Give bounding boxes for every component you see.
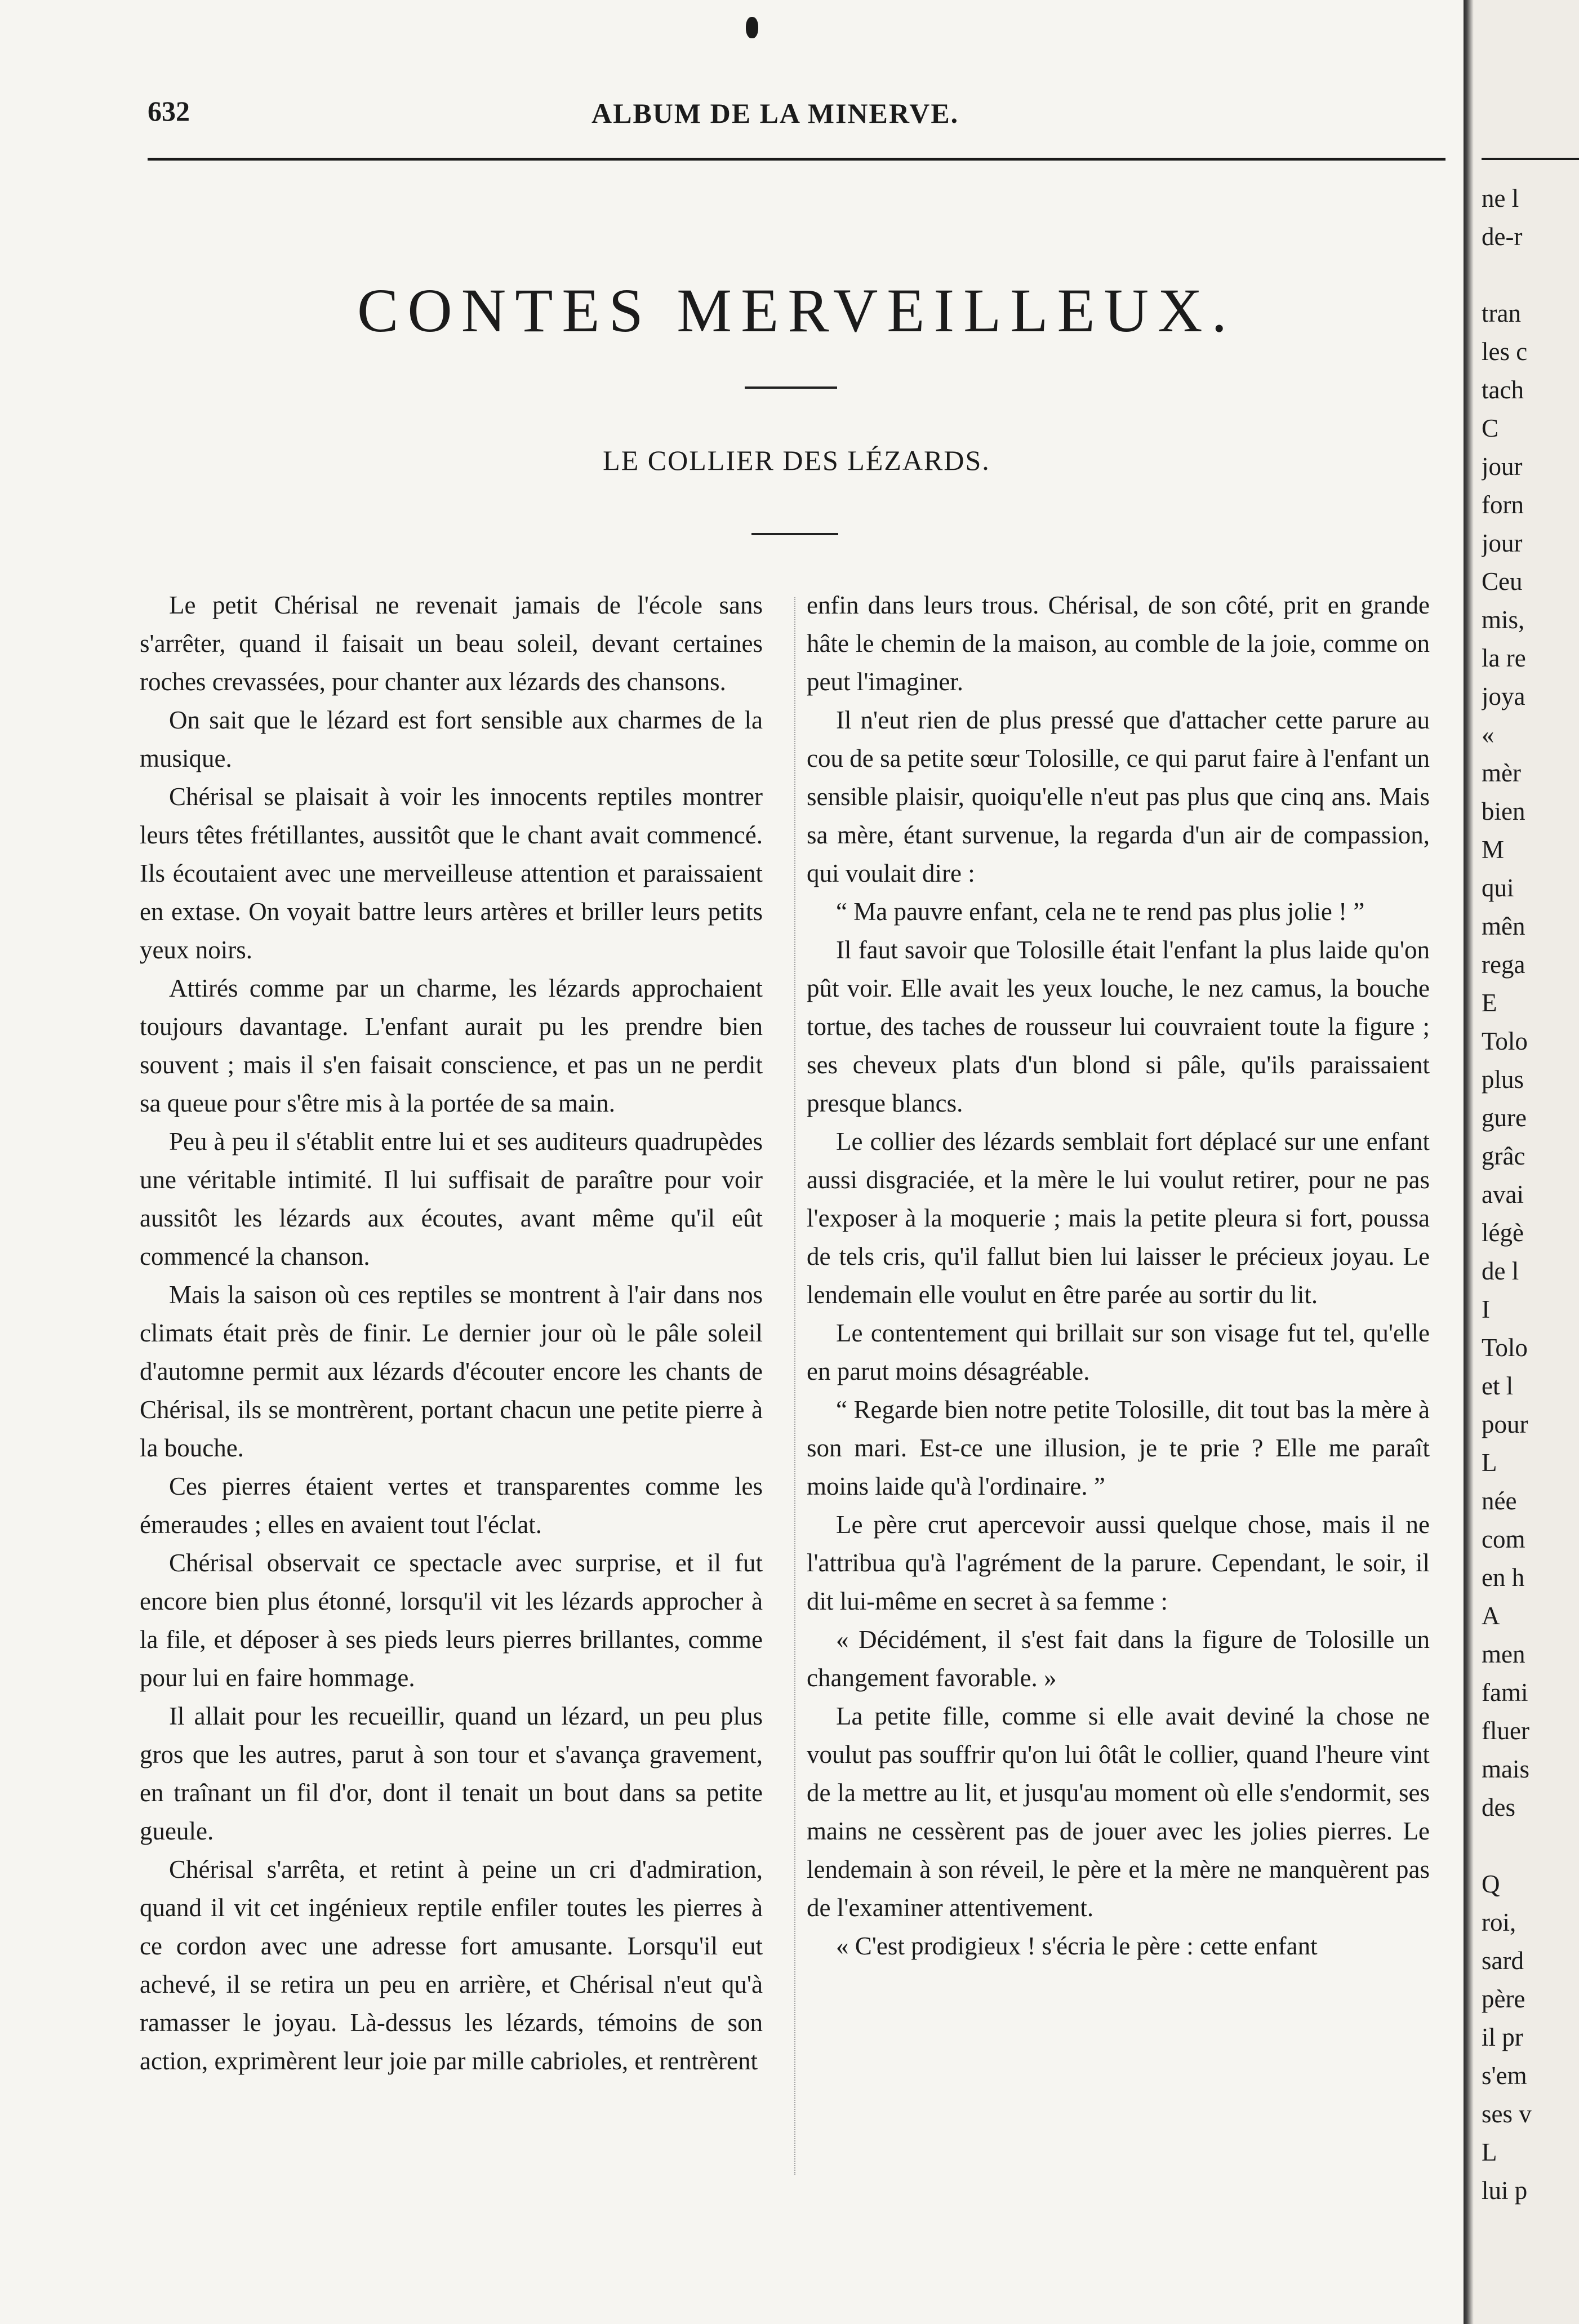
adjacent-page-fragment: mèr	[1482, 759, 1521, 787]
title-divider	[745, 386, 837, 389]
adjacent-page-fragment: il pr	[1482, 2023, 1523, 2051]
paragraph: Peu à peu il s'établit entre lui et ses auditeurs quadrupèdes une véritable intimité. Il lui suffisait de paraître pour voir aussitôt les lézards aux écoutes, avant même qu'il eût commencé la chanson.	[140, 1127, 763, 1270]
subtitle-divider	[751, 533, 838, 535]
adjacent-page-fragment: I	[1482, 1295, 1490, 1323]
adjacent-page-fragment: rega	[1482, 950, 1525, 979]
adjacent-page-text	[1482, 179, 1579, 2210]
adjacent-page-fragment: Q	[1482, 1870, 1500, 1898]
paragraph: Ces pierres étaient vertes et transparentes comme les émeraudes ; elles en avaient tout l'éclat.	[140, 1472, 763, 1539]
adjacent-page-fragment: fluer	[1482, 1717, 1529, 1745]
paragraph: Le petit Chérisal ne revenait jamais de l'école sans s'arrêter, quand il faisait un beau soleil, devant certaines roches crevassées, pour chanter aux lézards des chansons.	[140, 591, 763, 696]
left-column	[140, 586, 763, 2080]
adjacent-page-fragment: A	[1482, 1602, 1500, 1630]
adjacent-page-fragment: plus	[1482, 1065, 1524, 1094]
ink-mark	[746, 17, 758, 38]
adjacent-page-fragment: men	[1482, 1640, 1525, 1668]
adjacent-page-fragment: pour	[1482, 1410, 1528, 1438]
paragraph-continued: enfin dans leurs trous. Chérisal, de son côté, prit en grande hâte le chemin de la maison, au comble de la joie, comme on peut l'imaginer.	[807, 591, 1430, 696]
paragraph: Le père crut apercevoir aussi quelque chose, mais il ne l'attribua qu'à l'agrément de la parure. Cependant, le soir, il dit lui-même en secret à sa femme :	[807, 1510, 1430, 1615]
adjacent-page-fragment: forn	[1482, 491, 1524, 519]
paragraph: Chérisal s'arrêta, et retint à peine un cri d'admiration, quand il vit cet ingénieux reptile enfiler toutes les pierres à ce cordon avec une adresse fort amusante. Lorsqu'il eut achevé, il se retira un peu en arrière, et Chérisal n'eut qu'à ramasser le joyau. Là-dessus les lézards, témoins de son action, exprimèrent leur joie par mille cabrioles, et rentrèrent	[140, 1855, 763, 2075]
adjacent-page-fragment: père	[1482, 1985, 1525, 2013]
adjacent-page-fragment: mais	[1482, 1755, 1529, 1783]
adjacent-page-fragment: et l	[1482, 1372, 1514, 1400]
running-head: ALBUM DE LA MINERVE.	[591, 97, 959, 129]
adjacent-page-fragment: Tolo	[1482, 1027, 1528, 1055]
adjacent-page-fragment: M	[1482, 836, 1505, 864]
adjacent-page-fragment: joya	[1482, 682, 1525, 710]
right-column	[807, 586, 1430, 1965]
adjacent-page-fragment: mis,	[1482, 606, 1525, 634]
adjacent-page-rule	[1482, 158, 1579, 160]
adjacent-page-fragment	[1482, 1827, 1579, 1865]
paragraph: La petite fille, comme si elle avait deviné la chose ne voulut pas souffrir qu'on lui ôtât le collier, quand l'heure vint de la mettre au lit, et jusqu'au moment où elle s'endormit, ses mains ne cessèrent pas de jouer avec les jolies pierres. Le lendemain à son réveil, le père et la mère ne manquèrent pas de l'examiner attentivement.	[807, 1702, 1430, 1922]
paragraph: « C'est prodigieux ! s'écria le père : cette enfant	[836, 1932, 1318, 1960]
paragraph: Attirés comme par un charme, les lézards approchaient toujours davantage. L'enfant aurait pu les prendre bien souvent ; mais il s'en faisait conscience, et pas un ne perdit sa queue pour s'être mis à la portée de sa main.	[140, 974, 763, 1117]
paragraph: “ Ma pauvre enfant, cela ne te rend pas plus jolie ! ”	[836, 897, 1365, 926]
paragraph: « Décidément, il s'est fait dans la figure de Tolosille un changement favorable. »	[807, 1625, 1430, 1692]
adjacent-page-fragment: avai	[1482, 1180, 1524, 1208]
adjacent-page-fragment: grâc	[1482, 1142, 1525, 1170]
adjacent-page-fragment: légè	[1482, 1219, 1524, 1247]
paragraph: On sait que le lézard est fort sensible aux charmes de la musique.	[140, 706, 763, 772]
paragraph: Le contentement qui brillait sur son visage fut tel, qu'elle en parut moins désagréable.	[807, 1319, 1430, 1385]
header-rule	[148, 158, 1445, 161]
page-number: 632	[148, 95, 190, 127]
adjacent-page-fragment: C	[1482, 414, 1499, 442]
adjacent-page-fragment: L	[1482, 2138, 1497, 2166]
column-separator	[794, 597, 795, 2175]
adjacent-page-fragment: ne l	[1482, 184, 1519, 212]
adjacent-page-fragment: les c	[1482, 337, 1528, 366]
adjacent-page-fragment: des	[1482, 1793, 1515, 1821]
adjacent-page-fragment: fami	[1482, 1678, 1528, 1707]
paragraph: Il n'eut rien de plus pressé que d'attacher cette parure au cou de sa petite sœur Tolosille, ce qui parut faire à l'enfant un sensible plaisir, quoiqu'elle n'eut pas plus que cinq ans. Mais sa mère, étant survenue, la regarda d'un air de compassion, qui voulait dire :	[807, 706, 1430, 887]
paragraph: Le collier des lézards semblait fort déplacé sur une enfant aussi disgraciée, et la mère le lui voulut retirer, pour ne pas l'exposer à la moquerie ; mais la petite pleura si fort, poussa de tels cris, qu'il fallut bien lui laisser le précieux joyau. Le lendemain elle voulut en être parée au sortir du lit.	[807, 1127, 1430, 1309]
paragraph: Il allait pour les recueillir, quand un lézard, un peu plus gros que les autres, parut à son tour et s'avança gravement, en traînant un fil d'or, dont il tenait un bout dans sa petite gueule.	[140, 1702, 763, 1845]
article-title: CONTES MERVEILLEUX.	[357, 276, 1236, 345]
adjacent-page-fragment: «	[1482, 721, 1495, 749]
adjacent-page-fragment: tran	[1482, 299, 1521, 327]
adjacent-page-fragment: tach	[1482, 376, 1524, 404]
adjacent-page-fragment: L	[1482, 1448, 1497, 1477]
paragraph: “ Regarde bien notre petite Tolosille, dit tout bas la mère à son mari. Est-ce une illusion, je te prie ? Elle me paraît moins laide qu'à l'ordinaire. ”	[807, 1396, 1430, 1500]
adjacent-page-fragment: de l	[1482, 1257, 1519, 1285]
adjacent-page-fragment: E	[1482, 989, 1497, 1017]
article-subtitle: LE COLLIER DES LÉZARDS.	[603, 445, 990, 476]
adjacent-page-fragment: gure	[1482, 1104, 1527, 1132]
adjacent-page-fragment: lui p	[1482, 2176, 1528, 2205]
adjacent-page-fragment: jour	[1482, 529, 1523, 557]
adjacent-page-fragment: sard	[1482, 1947, 1524, 1975]
adjacent-page-fragment: bien	[1482, 797, 1525, 825]
adjacent-page-fragment: s'em	[1482, 2061, 1527, 2090]
adjacent-page-fragment: de-r	[1482, 223, 1523, 251]
adjacent-page-fragment: la re	[1482, 644, 1526, 672]
adjacent-page-fragment: mên	[1482, 912, 1525, 940]
adjacent-page-fragment: roi,	[1482, 1908, 1516, 1936]
paragraph: Chérisal observait ce spectacle avec surprise, et il fut encore bien plus étonné, lorsqu'il vit les lézards approcher à la file, et déposer à ses pieds leurs pierres brillantes, comme pour lui en faire hommage.	[140, 1549, 763, 1692]
adjacent-page-fragment: ses v	[1482, 2100, 1532, 2128]
adjacent-page-fragment: Ceu	[1482, 567, 1523, 596]
adjacent-page-fragment: com	[1482, 1525, 1525, 1553]
paragraph: Mais la saison où ces reptiles se montrent à l'air dans nos climats était près de finir. Le dernier jour où le pâle soleil d'automne permit aux lézards d'écouter encore les chants de Chérisal, ils se montrèrent, portant chacun une petite pierre à la bouche.	[140, 1281, 763, 1462]
adjacent-page-fragment	[1482, 256, 1579, 294]
adjacent-page-fragment: Tolo	[1482, 1334, 1528, 1362]
paragraph: Chérisal se plaisait à voir les innocents reptiles montrer leurs têtes frétillantes, aussitôt que le chant avait commencé. Ils écoutaient avec une merveilleuse attention et paraissaient en extase. On voyait battre leurs artères et briller leurs petits yeux noirs.	[140, 783, 763, 964]
adjacent-page-fragment: jour	[1482, 452, 1523, 481]
paragraph: Il faut savoir que Tolosille était l'enfant la plus laide qu'on pût voir. Elle avait les yeux louche, le nez camus, la bouche tortue, des taches de rousseur lui couvraient toute la figure ; ses cheveux plats d'un blond si pâle, qu'ils paraissaient presque blancs.	[807, 936, 1430, 1117]
adjacent-page-fragment: qui	[1482, 874, 1514, 902]
adjacent-page-fragment: née	[1482, 1487, 1517, 1515]
adjacent-page-fragment: en h	[1482, 1563, 1525, 1592]
